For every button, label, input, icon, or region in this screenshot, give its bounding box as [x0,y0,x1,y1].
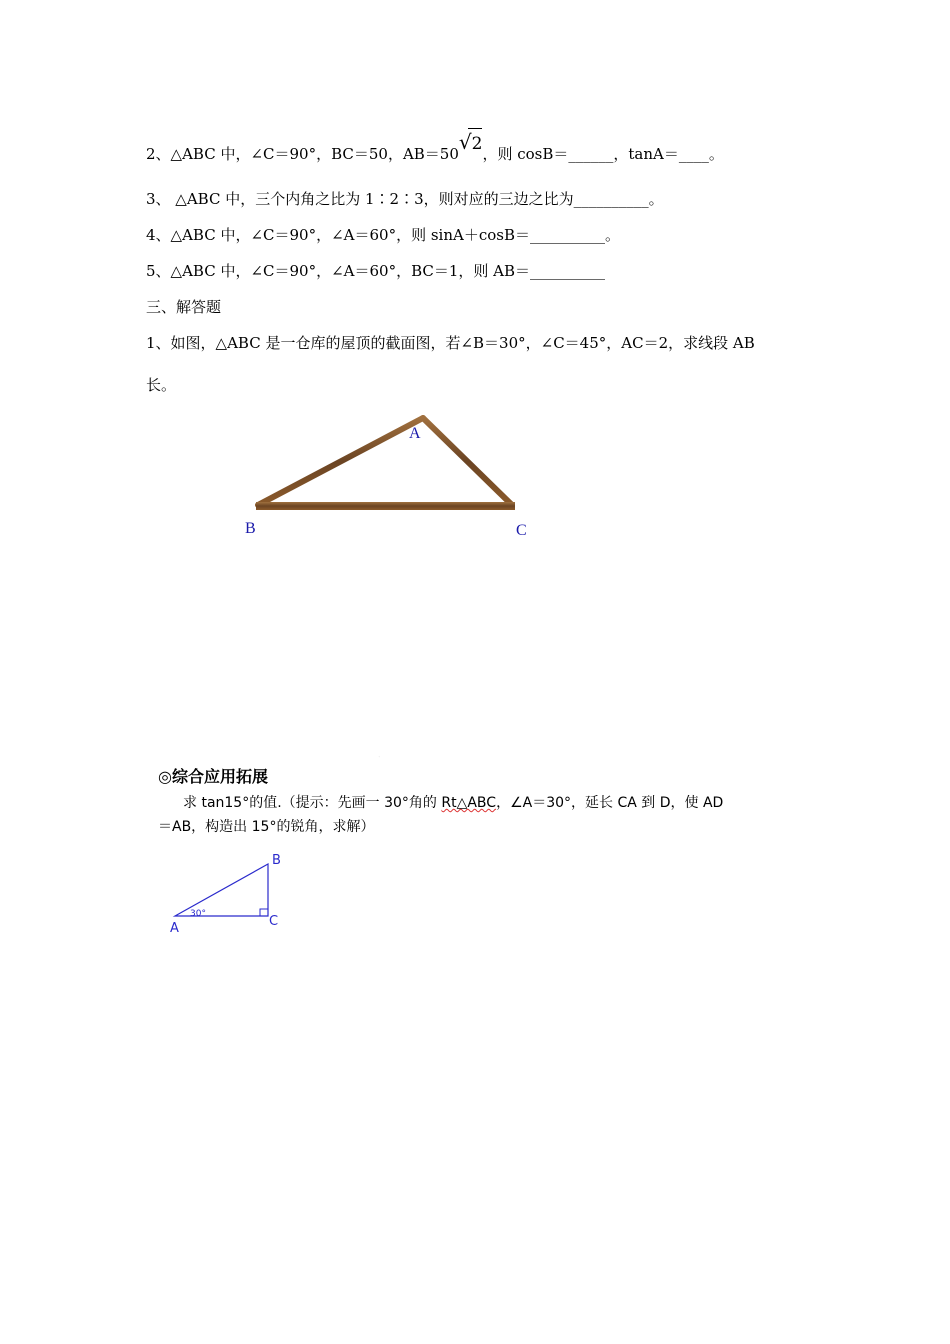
question-2-prefix: 2、△ABC 中，∠C＝90°，BC＝50，AB＝50 [146,145,459,163]
problem-1-line-2: 长。 [146,376,177,394]
hint-part-1: 求 tan15°的值.（提示：先画一 30°角的 [183,795,442,811]
question-3: 3、 △ABC 中，三个内角之比为 1∶2∶3，则对应的三边之比为__________。 [146,190,664,208]
small-angle-label: 30° [190,909,206,919]
watermark: · [376,751,383,764]
extension-title: ◎综合应用拓展 [158,767,268,786]
hint-rt-triangle: Rt△ABC [441,795,497,811]
question-2-suffix: ，则 cosB＝______，tanA＝____。 [482,145,724,163]
right-angle-marker [260,909,268,916]
sqrt-radicand: 2 [471,134,483,154]
section-3-title: 三、解答题 [146,298,222,316]
small-label-b: B [272,853,281,868]
small-label-c: C [269,914,279,929]
question-4: 4、△ABC 中，∠C＝90°，∠A＝60°，则 sinA＋cosB＝__________。 [146,226,620,244]
problem-1-line-1: 1、如图，△ABC 是一仓库的屋顶的截面图，若∠B＝30°，∠C＝45°，AC＝2，求线段 AB [146,334,755,352]
triangle-abc [175,864,268,916]
roof-label-a: A [409,425,421,442]
roof-label-c: C [516,522,527,539]
extension-hint-line-2: ＝AB，构造出 15°的锐角，求解） [158,819,375,835]
radical-sign: √ [458,130,472,154]
roof-label-b: B [245,520,256,537]
small-label-a: A [170,921,179,936]
question-5: 5、△ABC 中，∠C＝90°，∠A＝60°，BC＝1，则 AB＝__________ [146,262,606,280]
hint-part-2: ，∠A＝30°，延长 CA 到 D，使 AD [496,795,724,811]
